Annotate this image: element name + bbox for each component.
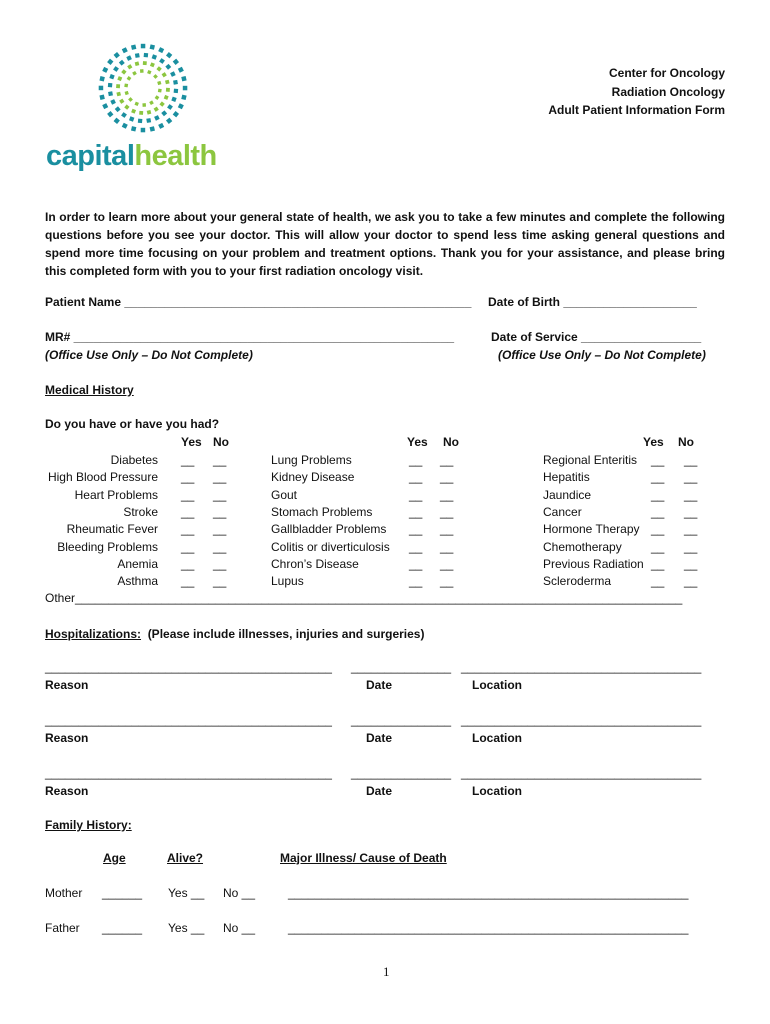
no-blank[interactable]: __: [684, 556, 698, 571]
logo-dot: [162, 72, 167, 77]
no-header-col3: No: [678, 435, 694, 449]
logo-dot: [99, 86, 104, 91]
condition-label: Stroke: [123, 504, 158, 519]
logo-dot: [167, 104, 173, 110]
family-illness-field[interactable]: ____________________________________________________________: [288, 921, 689, 935]
no-blank[interactable]: __: [440, 504, 454, 519]
family-history-title: Family History:: [45, 818, 132, 832]
logo-dot: [114, 52, 120, 58]
logo-dot: [126, 55, 132, 61]
logo-dot: [173, 80, 178, 85]
yes-blank[interactable]: __: [181, 539, 195, 554]
family-illness-header: Major Illness/ Cause of Death: [280, 851, 447, 865]
logo-dot: [131, 126, 136, 131]
logo-dot: [107, 111, 113, 117]
logo-dot: [99, 95, 104, 100]
no-blank[interactable]: __: [213, 574, 227, 589]
mr-field[interactable]: MR# _________________________________________________________: [45, 330, 455, 344]
yes-blank[interactable]: __: [409, 453, 423, 467]
logo-dot: [165, 80, 170, 85]
reason-field[interactable]: ___________________________________________: [45, 713, 332, 727]
logo-dot: [150, 126, 155, 131]
condition-label: High Blood Pressure: [47, 470, 158, 485]
logo-dot: [132, 71, 137, 76]
date-label: Date: [366, 784, 393, 798]
no-blank[interactable]: __: [684, 522, 698, 537]
logo-dot: [153, 74, 158, 79]
date-field[interactable]: _______________: [351, 766, 452, 780]
no-blank[interactable]: __: [684, 504, 698, 519]
no-blank[interactable]: __: [440, 487, 454, 502]
logo-dot: [128, 97, 133, 102]
logo-dot: [107, 59, 113, 65]
yes-blank[interactable]: __: [409, 470, 423, 485]
yes-blank[interactable]: __: [651, 487, 665, 502]
condition-label: Stomach Problems: [271, 504, 373, 519]
logo-dot: [150, 62, 155, 67]
yes-blank[interactable]: __: [181, 487, 195, 502]
yes-blank[interactable]: __: [181, 453, 195, 467]
logo-dot: [102, 67, 108, 73]
logo-dot: [156, 66, 161, 71]
family-alive-yes[interactable]: Yes __: [168, 921, 205, 935]
logo-dot: [155, 95, 160, 100]
no-blank[interactable]: __: [684, 539, 698, 554]
logo-dot: [117, 76, 122, 81]
yes-header-col3: Yes: [643, 435, 664, 449]
logo-dot: [115, 106, 121, 112]
header-line3: Adult Patient Information Form: [548, 103, 725, 117]
family-alive-yes[interactable]: Yes __: [168, 886, 205, 900]
yes-header-col1: Yes: [181, 435, 202, 449]
condition-label: Heart Problems: [74, 487, 158, 502]
patient-name-field[interactable]: Patient Name ____________________________________________________: [45, 295, 472, 309]
logo-dot: [178, 67, 184, 73]
logo-dot: [181, 76, 186, 81]
no-blank[interactable]: __: [213, 487, 227, 502]
medical-history-title: Medical History: [45, 383, 134, 397]
logo-dot: [144, 53, 149, 58]
no-blank[interactable]: __: [684, 470, 698, 485]
location-label: Location: [472, 731, 522, 745]
condition-label: Diabetes: [110, 453, 158, 467]
family-illness-field[interactable]: ____________________________________________________________: [288, 886, 689, 900]
page-number: 1: [383, 964, 390, 979]
logo-text-health: health: [134, 140, 217, 172]
no-blank[interactable]: __: [440, 556, 454, 571]
yes-blank[interactable]: __: [651, 574, 665, 589]
condition-label: Chemotherapy: [543, 539, 622, 554]
logo-dot: [110, 99, 116, 105]
condition-label: Bleeding Problems: [57, 539, 158, 554]
condition-label: Kidney Disease: [271, 470, 355, 485]
logo-dot: [139, 111, 143, 115]
logo-dot: [147, 110, 152, 115]
logo-dot: [116, 84, 120, 88]
condition-label: Scleroderma: [543, 574, 612, 589]
yes-blank[interactable]: __: [181, 556, 195, 571]
logo-dot: [102, 103, 108, 109]
logo-dot: [135, 53, 140, 58]
logo-dot: [181, 95, 186, 100]
logo-dot: [159, 101, 164, 106]
logo-dot: [174, 89, 179, 94]
no-blank[interactable]: __: [213, 453, 227, 467]
yes-blank[interactable]: __: [181, 504, 195, 519]
intro-paragraph: In order to learn more about your general state of health, we ask you to take a few minutes and complete the following questions before you see your doctor. This will allow your doctor to spend less time asking general questions and spend more time focusing on your problem and treatment options. Thank you for your assistance, and please bring this completed form with you to your first radiation oncology visit.: [45, 210, 725, 278]
no-blank[interactable]: __: [213, 522, 227, 537]
no-blank[interactable]: __: [213, 556, 227, 571]
yes-blank[interactable]: __: [651, 504, 665, 519]
logo-dot: [170, 71, 176, 77]
yes-blank[interactable]: __: [409, 574, 423, 589]
yes-blank[interactable]: __: [181, 522, 195, 537]
no-blank[interactable]: __: [684, 487, 698, 502]
logo-dot: [127, 76, 132, 81]
logo-dot: [150, 44, 155, 49]
condition-label: Lupus: [271, 574, 304, 589]
logo-dot: [158, 89, 162, 93]
yes-blank[interactable]: __: [409, 539, 423, 554]
location-field[interactable]: ____________________________________: [461, 660, 702, 674]
condition-label: Rheumatic Fever: [66, 522, 158, 537]
logo-dot: [131, 44, 136, 49]
logo-dot: [108, 91, 113, 96]
condition-label: Asthma: [117, 574, 158, 589]
logo-dot: [141, 44, 146, 49]
no-blank[interactable]: __: [440, 453, 454, 467]
hospitalizations-subtitle: (Please include illnesses, injuries and surgeries): [147, 627, 425, 641]
logo-dot: [125, 91, 129, 95]
location-label: Location: [472, 784, 522, 798]
header-line2: Radiation Oncology: [611, 85, 725, 99]
no-blank[interactable]: __: [213, 539, 227, 554]
no-header-col2: No: [443, 435, 459, 449]
logo-dot: [158, 123, 164, 129]
condition-label: Anemia: [117, 556, 158, 571]
no-blank[interactable]: __: [213, 504, 227, 519]
yes-blank[interactable]: __: [651, 556, 665, 571]
logo-dot: [164, 95, 169, 100]
logo-dot: [173, 111, 179, 117]
condition-label: Hepatitis: [543, 470, 590, 485]
logo-dot: [149, 100, 154, 105]
location-field[interactable]: ____________________________________: [461, 713, 702, 727]
date-label: Date: [366, 678, 393, 692]
yes-blank[interactable]: __: [181, 574, 195, 589]
yes-blank[interactable]: __: [409, 556, 423, 571]
logo-dot: [183, 86, 188, 91]
family-alive-no[interactable]: No __: [223, 886, 256, 900]
logo-dot: [127, 64, 132, 69]
yes-blank[interactable]: __: [409, 487, 423, 502]
condition-label: Jaundice: [543, 487, 592, 502]
condition-label: Hormone Therapy: [543, 522, 640, 537]
family-age-field[interactable]: ______: [102, 886, 143, 900]
logo-dot: [99, 76, 104, 81]
logo-dot: [152, 54, 157, 59]
logo-dot: [166, 118, 172, 124]
medical-question: Do you have or have you had?: [45, 417, 220, 431]
no-blank[interactable]: __: [440, 539, 454, 554]
logo-dot: [154, 115, 160, 121]
logo-dot: [119, 60, 125, 66]
logo-dot: [113, 66, 119, 72]
logo-dot: [161, 110, 167, 116]
family-alive-header: Alive?: [167, 851, 204, 865]
no-blank[interactable]: __: [684, 453, 698, 467]
no-blank[interactable]: __: [440, 574, 454, 589]
date-field[interactable]: _______________: [351, 713, 452, 727]
header-line1: Center for Oncology: [608, 66, 725, 80]
logo-dot: [108, 83, 113, 88]
logo-dot: [178, 103, 184, 109]
logo-dot: [158, 47, 164, 53]
family-age-field[interactable]: ______: [102, 921, 143, 935]
yes-blank[interactable]: __: [651, 522, 665, 537]
logo-dot: [116, 92, 121, 97]
yes-blank[interactable]: __: [181, 470, 195, 485]
other-field[interactable]: Other___________________________________________________________________________________________: [45, 591, 683, 605]
logo-dot: [138, 119, 143, 124]
logo-dot: [124, 83, 128, 87]
date-label: Date: [366, 731, 393, 745]
family-member-label: Mother: [45, 886, 83, 900]
condition-label: Gallbladder Problems: [271, 522, 387, 537]
no-blank[interactable]: __: [213, 470, 227, 485]
family-alive-no[interactable]: No __: [223, 921, 256, 935]
logo-dot: [131, 109, 136, 114]
hospitalizations-heading: [45, 627, 424, 641]
logo-dot: [141, 128, 146, 133]
logo-dot: [129, 116, 134, 121]
logo-dot: [134, 102, 138, 106]
reason-label: Reason: [45, 678, 89, 692]
logo-text: [46, 138, 217, 174]
no-blank[interactable]: __: [440, 522, 454, 537]
office-use-right: (Office Use Only – Do Not Complete): [498, 348, 706, 362]
logo-dot: [173, 59, 179, 65]
yes-header-col2: Yes: [407, 435, 428, 449]
logo-dot: [114, 118, 120, 124]
condition-label: Previous Radiation: [543, 556, 644, 571]
logo-dot: [119, 99, 124, 104]
yes-blank[interactable]: __: [409, 522, 423, 537]
logo-dot: [157, 81, 161, 85]
date-field[interactable]: _______________: [351, 660, 452, 674]
location-field[interactable]: ____________________________________: [461, 766, 702, 780]
logo-dot: [146, 118, 151, 123]
logo-dot: [135, 61, 140, 66]
logo-dot: [166, 88, 170, 92]
logo-dot: [165, 64, 171, 70]
location-label: Location: [472, 678, 522, 692]
logo-dot: [154, 107, 159, 112]
logo-text-capital: capital: [46, 140, 135, 172]
logo-dot: [171, 97, 176, 102]
reason-field[interactable]: ___________________________________________: [45, 660, 332, 674]
logo-dot: [121, 112, 127, 118]
condition-label: Lung Problems: [271, 453, 352, 467]
logo-dot: [147, 70, 151, 74]
yes-blank[interactable]: __: [651, 453, 665, 467]
logo-dot: [121, 69, 126, 74]
office-use-left: (Office Use Only – Do Not Complete): [45, 348, 253, 362]
date-of-service-field[interactable]: Date of Service __________________: [491, 330, 702, 344]
logo-dot: [109, 74, 114, 79]
condition-label: Gout: [271, 487, 298, 502]
yes-blank[interactable]: __: [409, 504, 423, 519]
logo-dot: [142, 103, 146, 107]
reason-field[interactable]: ___________________________________________: [45, 766, 332, 780]
logo-sunburst-icon: [85, 40, 205, 140]
condition-label: Regional Enteritis: [543, 453, 638, 467]
logo-dot: [122, 123, 128, 129]
condition-label: Colitis or diverticulosis: [271, 539, 390, 554]
logo-dot: [143, 61, 147, 65]
yes-blank[interactable]: __: [651, 470, 665, 485]
logo-dot: [124, 104, 129, 109]
condition-label: Cancer: [543, 504, 582, 519]
no-blank[interactable]: __: [440, 470, 454, 485]
hospitalizations-title: Hospitalizations:: [45, 627, 142, 641]
condition-label: Chron’s Disease: [271, 556, 359, 571]
logo-dot: [140, 69, 144, 73]
dob-field[interactable]: Date of Birth ____________________: [488, 295, 697, 309]
logo-dot: [159, 58, 165, 64]
family-age-header: Age: [103, 851, 126, 865]
logo-dot: [166, 52, 172, 58]
logo-dot: [122, 47, 128, 53]
reason-label: Reason: [45, 731, 89, 745]
no-blank[interactable]: __: [684, 574, 698, 589]
yes-blank[interactable]: __: [651, 539, 665, 554]
no-header-col1: No: [213, 435, 229, 449]
family-member-label: Father: [45, 921, 80, 935]
reason-label: Reason: [45, 784, 89, 798]
